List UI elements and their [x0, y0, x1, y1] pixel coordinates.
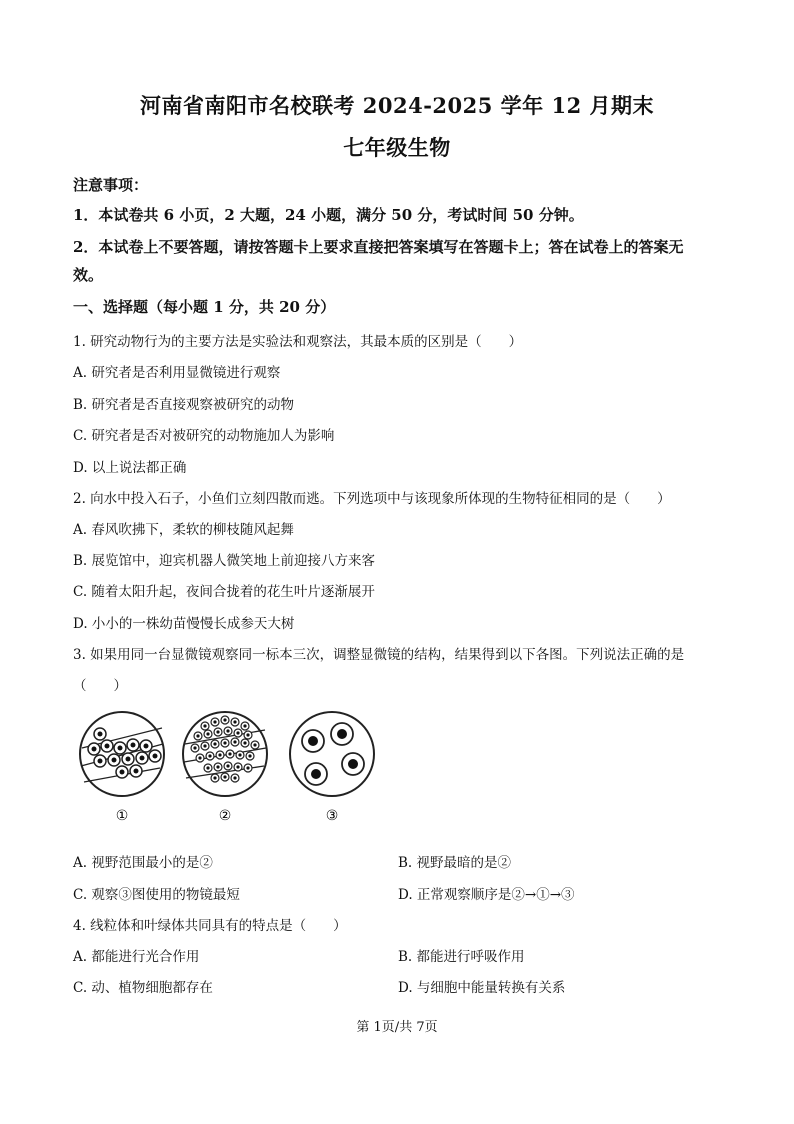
exam-title: 河南省南阳市名校联考 2024-2025 学年 12 月期末	[139, 93, 655, 118]
notice-item-1: 1．本试卷共 6 小页，2 大题，24 小题，满分 50 分，考试时间 50 分钟。	[73, 206, 584, 224]
question-3-stem: 3. 如果用同一台显微镜观察同一标本三次，调整显微镜的结构，结果得到以下各图。下列说法正确的是	[73, 647, 685, 663]
question-3-option-a: A. 视野范围最小的是②	[73, 855, 213, 871]
question-4-option-c: C. 动、植物细胞都存在	[73, 980, 213, 996]
question-2-option-a: A. 春风吹拂下，柔软的柳枝随风起舞	[73, 522, 294, 538]
page-number: 第 1页/共 7页	[356, 1020, 438, 1035]
question-1-option-d: D. 以上说法都正确	[73, 460, 187, 476]
microscope-view-1	[80, 712, 164, 796]
question-2-option-b: B. 展览馆中，迎宾机器人微笑地上前迎接八方来客	[73, 553, 376, 569]
question-2-option-d: D. 小小的一株幼苗慢慢长成参天大树	[73, 616, 295, 632]
question-3-stem-cont: （ ）	[73, 678, 127, 694]
figure-label-3: ③	[325, 808, 339, 824]
notice-heading: 注意事项：	[73, 176, 149, 194]
notice-item-2-cont: 效。	[73, 266, 104, 284]
question-4-option-d: D. 与细胞中能量转换有关系	[398, 980, 566, 996]
question-1-stem: 1. 研究动物行为的主要方法是实验法和观察法，其最本质的区别是（ ）	[73, 334, 523, 350]
question-4-stem: 4. 线粒体和叶绿体共同具有的特点是（ ）	[73, 918, 347, 934]
question-1-option-b: B. 研究者是否直接观察被研究的动物	[73, 397, 295, 413]
question-3-option-c: C. 观察③图使用的物镜最短	[73, 887, 240, 903]
question-4-option-a: A. 都能进行光合作用	[73, 949, 200, 965]
section-heading: 一、选择题（每小题 1 分，共 20 分）	[73, 298, 336, 316]
question-1-option-c: C. 研究者是否对被研究的动物施加人为影响	[73, 428, 335, 444]
question-2-stem: 2. 向水中投入石子，小鱼们立刻四散而逃。下列选项中与该现象所体现的生物特征相同的是（ ）	[73, 491, 671, 507]
microscope-view-2	[183, 712, 267, 796]
figure-label-2: ②	[218, 808, 232, 824]
question-1-option-a: A. 研究者是否利用显微镜进行观察	[73, 365, 281, 381]
figure-label-1: ①	[115, 808, 129, 824]
question-2-option-c: C. 随着太阳升起，夜间合拢着的花生叶片逐渐展开	[73, 584, 375, 600]
question-3-option-d: D. 正常观察顺序是②→①→③	[398, 887, 575, 903]
question-3-option-b: B. 视野最暗的是②	[398, 855, 512, 871]
exam-subtitle: 七年级生物	[343, 135, 451, 160]
notice-item-2: 2．本试卷上不要答题，请按答题卡上要求直接把答案填写在答题卡上；答在试卷上的答案无	[73, 238, 684, 256]
microscope-views-figure	[70, 708, 390, 830]
question-4-option-b: B. 都能进行呼吸作用	[398, 949, 525, 965]
microscope-view-3	[290, 712, 374, 796]
